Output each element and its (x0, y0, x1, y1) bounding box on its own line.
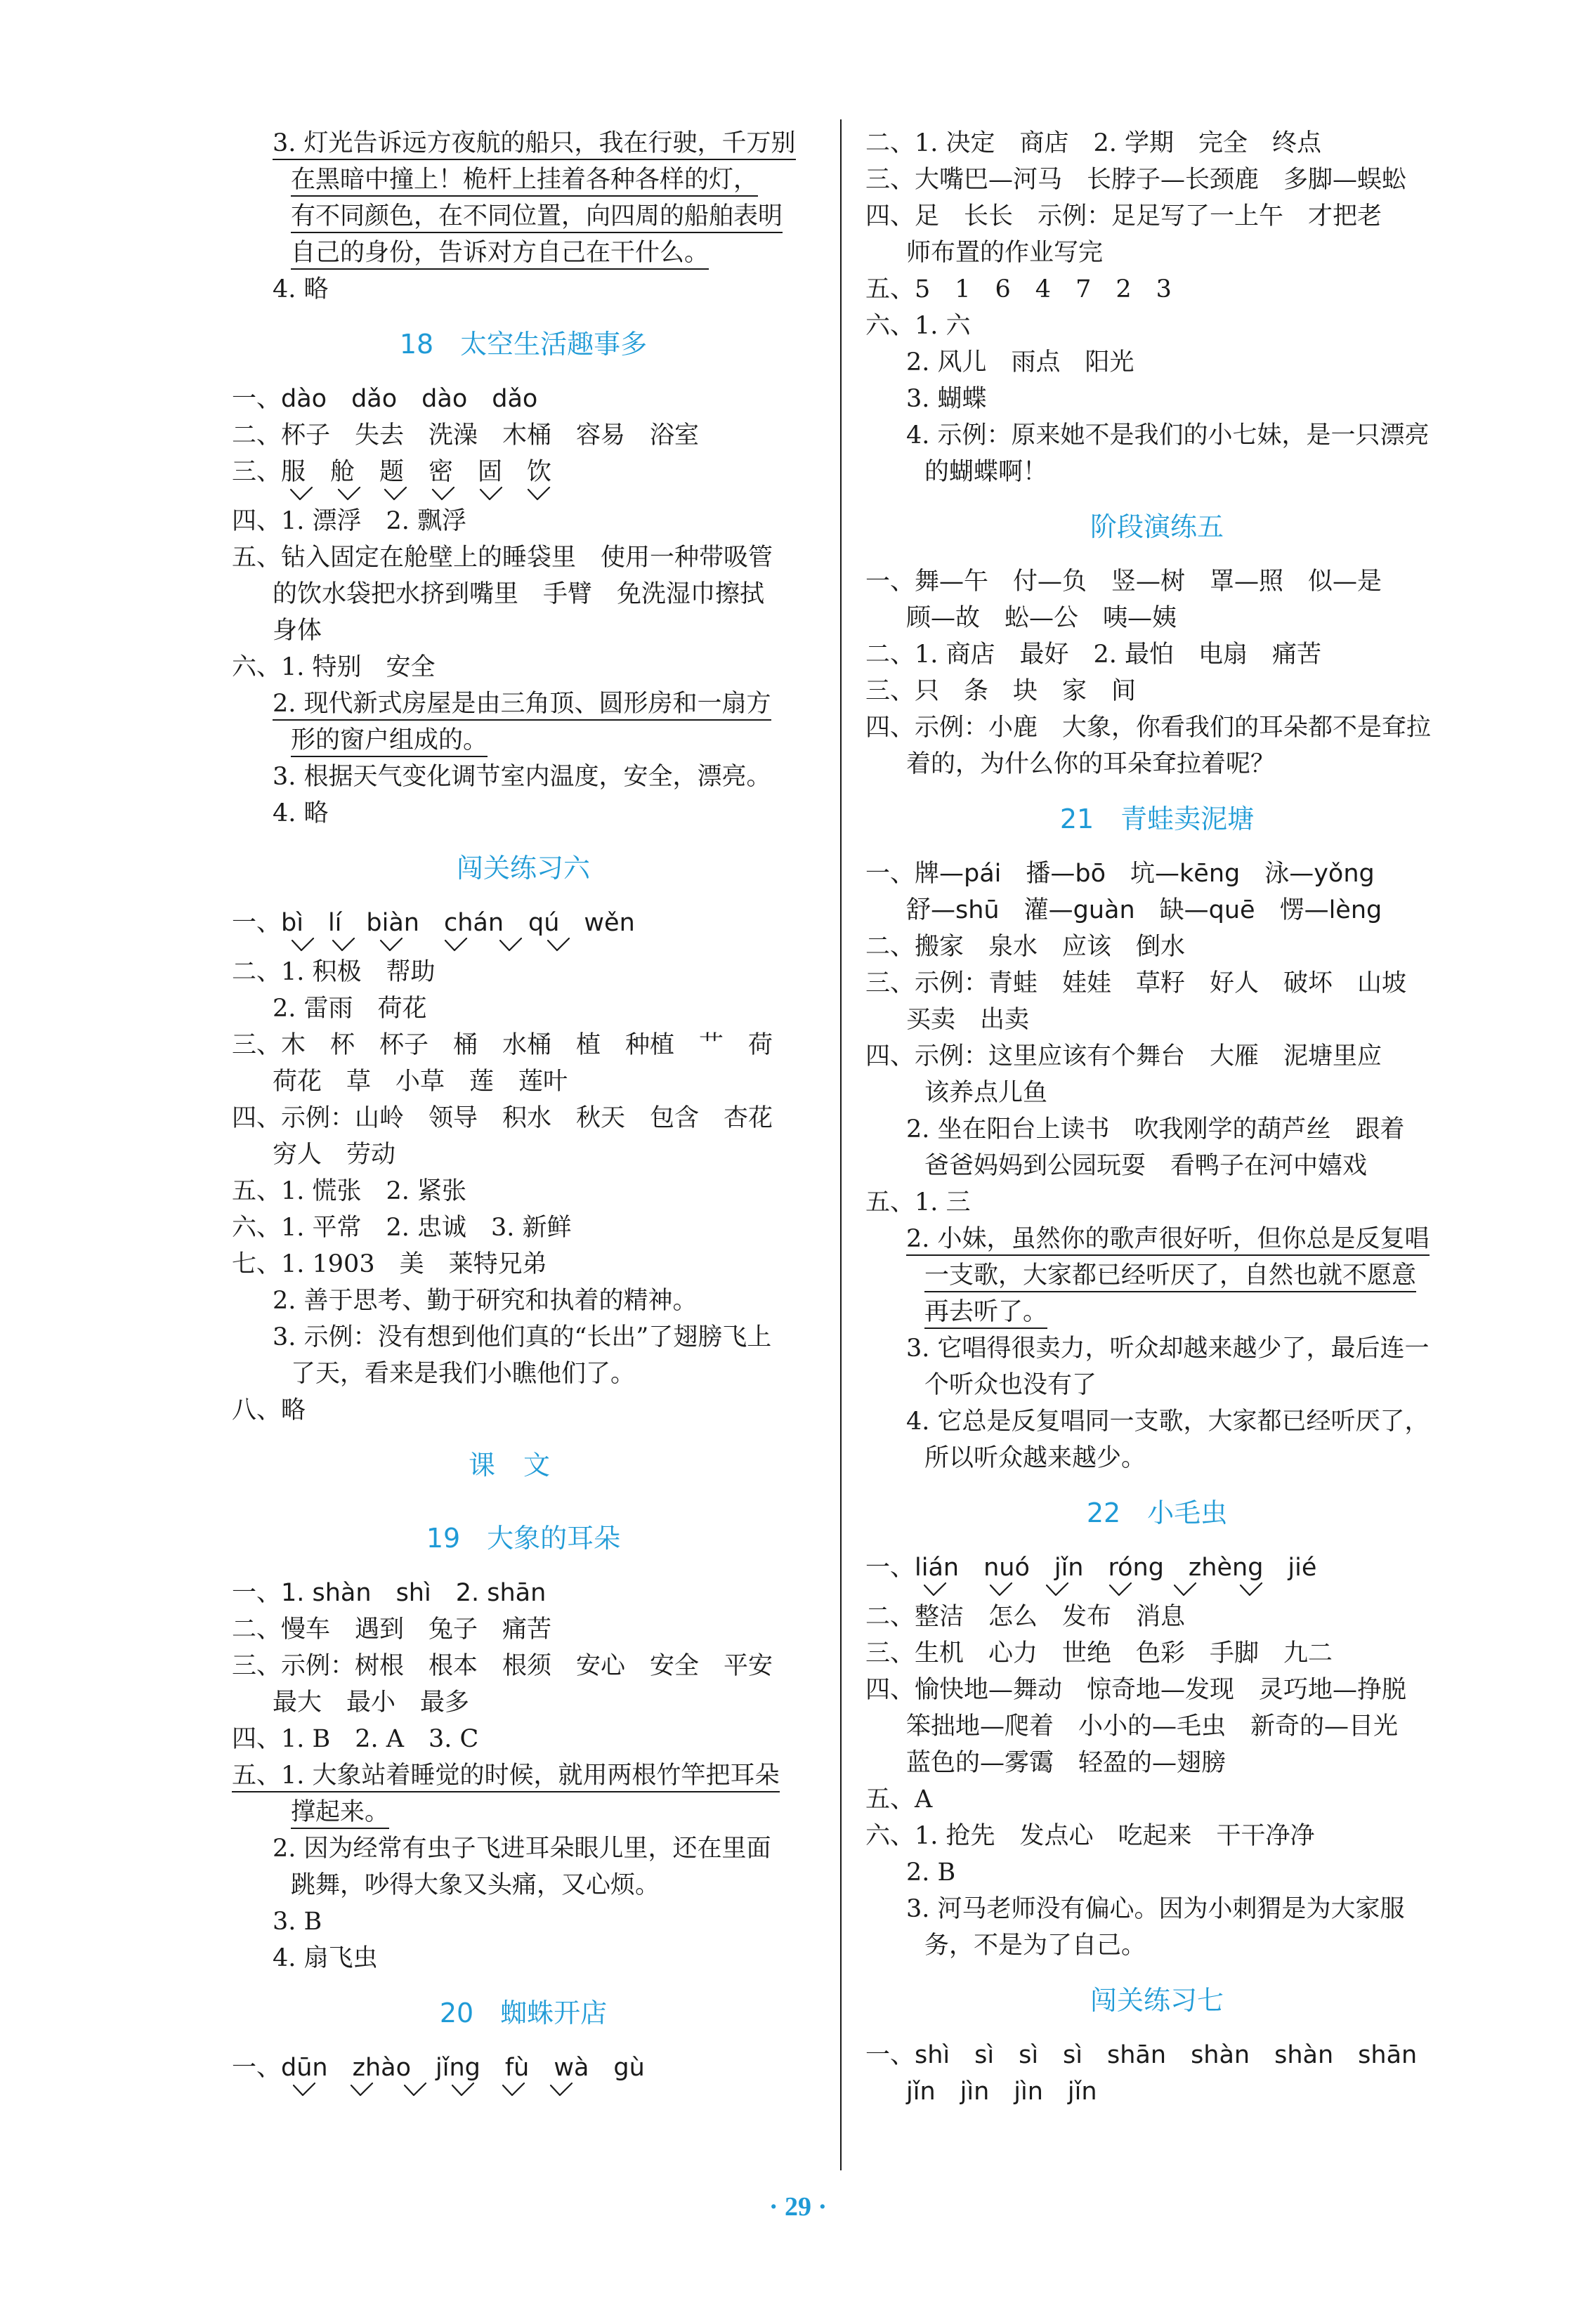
answer-line (865, 198, 1448, 235)
checkmark-icon (479, 486, 503, 501)
answer-line (865, 454, 1448, 490)
answer-line (232, 1830, 815, 1867)
answer-text: 三、示例：青蛙 娃娃 草籽 好人 破坏 山坡 (865, 969, 1407, 997)
answer-line (865, 344, 1448, 381)
answer-text: 五、1. 大象站着睡觉的时候，就用两根竹竿把耳朵 (232, 1762, 780, 1792)
left-column (232, 125, 815, 2099)
answer-text: 三、只 条 块 家 间 (865, 677, 1137, 705)
answer-line (232, 1684, 815, 1721)
answer-text: 六、1. 平常 2. 忠诚 3. 新鲜 (232, 1214, 572, 1242)
answer-text: 二、1. 商店 最好 2. 最怕 电扇 痛苦 (865, 641, 1322, 669)
answer-line (865, 308, 1448, 344)
answer-text: 五、A (865, 1785, 933, 1814)
answer-line (232, 1648, 815, 1684)
answer-text: 有不同颜色，在不同位置，向四周的船舶表明 (291, 202, 783, 233)
answer-text: 舒—shū 灌—guàn 缺—quē 愣—lèng (906, 896, 1382, 924)
answer-text: 3. 它唱得很卖力，听众却越来越少了，最后连一 (906, 1335, 1430, 1363)
answer-line (232, 649, 815, 686)
checkmark-icon (1108, 1582, 1132, 1597)
answer-text: 个听众也没有了 (924, 1371, 1097, 1399)
answer-text: 三、木 杯 杯子 桶 水桶 植 种植 艹 荷 (232, 1031, 773, 1059)
answer-line (232, 1940, 815, 1976)
answer-text: 一、dào dǎo dào dǎo (232, 385, 538, 413)
answer-line (232, 1757, 815, 1794)
answer-text: 3. 河马老师没有偏心。因为小刺猬是为大家服 (906, 1895, 1405, 1923)
answer-line (865, 1781, 1448, 1818)
section-heading (865, 1964, 1448, 2037)
right-column (865, 125, 1448, 2110)
answer-text: 2. 小妹，虽然你的歌声很好听，但你总是反复唱 (906, 1225, 1430, 1256)
answer-text: 3. 示例：没有想到他们真的“长出”了翅膀飞上 (273, 1323, 772, 1351)
answer-line (232, 503, 815, 539)
answer-line (232, 2050, 815, 2086)
answer-line (232, 759, 815, 795)
section-heading-text: 闯关练习六 (456, 853, 590, 884)
answer-line (232, 417, 815, 454)
answer-text: 所以听众越来越少。 (924, 1444, 1146, 1472)
answer-text: 最大 最小 最多 (273, 1689, 470, 1717)
checkmark-icon (451, 2082, 475, 2097)
answer-text: 务，不是为了自己。 (924, 1932, 1146, 1960)
checkmark-icon (502, 2082, 525, 2097)
answer-text: 六、1. 特别 安全 (232, 653, 436, 681)
answer-line (865, 1745, 1448, 1781)
answer-line (232, 381, 815, 417)
checkmark-icon (289, 486, 313, 501)
answer-text: 一、bì lí biàn chán qú wěn (232, 909, 635, 937)
answer-line (232, 576, 815, 612)
answer-line (232, 1392, 815, 1429)
answer-line (232, 1319, 815, 1356)
answer-line (232, 454, 815, 490)
section-heading (232, 308, 815, 381)
answer-line (232, 1136, 815, 1173)
answer-line (865, 1854, 1448, 1891)
answer-line (865, 1599, 1448, 1635)
answer-text: 二、1. 决定 商店 2. 学期 完全 终点 (865, 129, 1322, 157)
answer-line (865, 1330, 1448, 1367)
answer-text: 蓝色的—雾霭 轻盈的—翅膀 (906, 1749, 1227, 1777)
answer-line (232, 1721, 815, 1757)
answer-text: 四、示例：小鹿 大象，你看我们的耳朵都不是耷拉 (865, 714, 1432, 742)
answer-text: jǐn jìn jìn jǐn (906, 2078, 1097, 2106)
answer-text: 一、1. shàn shì 2. shān (232, 1579, 547, 1607)
answer-text: 跳舞，吵得大象又头痛，又心烦。 (291, 1871, 660, 1899)
answer-line (865, 1002, 1448, 1038)
answer-text: 二、杯子 失去 洗澡 木桶 容易 浴室 (232, 421, 700, 450)
answer-line (865, 381, 1448, 417)
answer-line (865, 1148, 1448, 1184)
answer-text: 2. 因为经常有虫子飞进耳朵眼儿里，还在里面 (273, 1835, 771, 1863)
answer-line (232, 162, 815, 198)
page-number: · 29 · (768, 2192, 828, 2222)
answer-text: 二、整洁 怎么 发布 消息 (865, 1603, 1186, 1631)
answer-text: 的饮水袋把水挤到嘴里 手臂 免洗湿巾擦拭 (273, 580, 765, 608)
answer-line (232, 722, 815, 759)
answer-text: 六、1. 六 (865, 312, 971, 340)
answer-line (865, 600, 1448, 636)
section-heading (232, 1429, 815, 1502)
answer-line (232, 1100, 815, 1136)
answer-text: 2. 坐在阳台上读书 吹我刚学的葫芦丝 跟着 (906, 1115, 1405, 1143)
answer-line (865, 1891, 1448, 1927)
answer-line (232, 1867, 815, 1903)
answer-text: 二、1. 积极 帮助 (232, 958, 436, 986)
answer-line (865, 1549, 1448, 1586)
answer-line (865, 1221, 1448, 1257)
section-heading-text: 22 小毛虫 (1086, 1497, 1228, 1528)
answer-text: 四、1. 漂浮 2. 飘浮 (232, 507, 467, 535)
answer-line (865, 709, 1448, 746)
answer-line (232, 905, 815, 941)
checkmark-icon (923, 1582, 947, 1597)
answer-line (232, 539, 815, 576)
answer-text: 再去听了。 (924, 1298, 1047, 1329)
answer-line (865, 892, 1448, 929)
answer-text: 身体 (273, 617, 322, 645)
answer-line (865, 2073, 1448, 2110)
answer-line (865, 746, 1448, 782)
section-heading (232, 832, 815, 905)
answer-text: 3. 根据天气变化调节室内温度，安全，漂亮。 (273, 763, 771, 791)
checkmark-icon (549, 2082, 573, 2097)
section-heading (232, 1976, 815, 2050)
checkmark-icon (384, 486, 407, 501)
answer-line (865, 1075, 1448, 1111)
answer-line (865, 1635, 1448, 1672)
answer-text: 五、5 1 6 4 7 2 3 (865, 275, 1172, 303)
answer-text: 4. 示例：原来她不是我们的小七妹，是一只漂亮 (906, 421, 1430, 450)
answer-line (865, 235, 1448, 271)
answer-line (865, 1927, 1448, 1964)
answer-text: 五、1. 慌张 2. 紧张 (232, 1177, 467, 1205)
answer-text: 的蝴蝶啊！ (924, 458, 1048, 486)
answer-line (232, 1063, 815, 1100)
checkmark-icon (291, 937, 315, 952)
answer-line (232, 686, 815, 722)
checkmark-icon (1173, 1582, 1197, 1597)
answer-line (865, 271, 1448, 308)
answer-text: 荷花 草 小草 莲 莲叶 (273, 1068, 568, 1096)
checkmark-icon (332, 937, 355, 952)
answer-line (865, 162, 1448, 198)
section-heading (865, 1476, 1448, 1549)
answer-text: 一、舞—午 付—负 竖—树 罩—照 似—是 (865, 568, 1382, 596)
answer-text: 自己的身份，告诉对方自己在干什么。 (291, 239, 709, 270)
answer-line (232, 990, 815, 1027)
checkmark-icon (379, 937, 403, 952)
answer-line (232, 795, 815, 832)
answer-line (232, 1283, 815, 1319)
section-heading-text: 19 大象的耳朵 (426, 1523, 621, 1554)
checkmark-icon (403, 2082, 427, 2097)
checkmark-icon (292, 2082, 316, 2097)
answer-text: 三、示例：树根 根本 根须 安心 安全 平安 (232, 1652, 773, 1680)
checkmark-icon (499, 937, 523, 952)
answer-text: 顾—故 蚣—公 咦—姨 (906, 604, 1177, 632)
answer-text: 师布置的作业写完 (906, 239, 1104, 267)
checkmark-icon (989, 1582, 1013, 1597)
answer-text: 四、1. B 2. A 3. C (232, 1725, 479, 1753)
answer-line (865, 125, 1448, 162)
checkmark-icon (547, 937, 570, 952)
answer-line (232, 1173, 815, 1210)
answer-text: 笨拙地—爬着 小小的—毛虫 新奇的—目光 (906, 1712, 1399, 1740)
answer-text: 七、1. 1903 美 莱特兄弟 (232, 1250, 547, 1278)
column-divider (840, 119, 842, 2170)
answer-text: 买卖 出卖 (906, 1006, 1030, 1034)
checkmark-row (232, 2086, 815, 2099)
section-heading (865, 782, 1448, 855)
answer-line (865, 1038, 1448, 1075)
section-heading-text: 21 青蛙卖泥塘 (1059, 804, 1255, 834)
answer-text: 3. 蝴蝶 (906, 385, 987, 413)
answer-text: 该养点儿鱼 (924, 1079, 1048, 1107)
answer-text: 形的窗户组成的。 (291, 726, 488, 757)
answer-text: 4. 它总是反复唱同一支歌，大家都已经听厌了， (906, 1408, 1430, 1436)
answer-text: 五、钻入固定在舱壁上的睡袋里 使用一种带吸管 (232, 544, 773, 572)
checkmark-icon (350, 2082, 374, 2097)
checkmark-icon (527, 486, 551, 501)
section-heading-text: 20 蜘蛛开店 (439, 1998, 608, 2028)
section-heading-text: 18 太空生活趣事多 (399, 329, 648, 360)
section-heading (232, 1502, 815, 1575)
answer-text: 三、生机 心力 世绝 色彩 手脚 九二 (865, 1639, 1333, 1667)
answer-text: 八、略 (232, 1396, 306, 1424)
answer-line (232, 1210, 815, 1246)
answer-line (232, 271, 815, 308)
answer-line (865, 1440, 1448, 1476)
answer-line (865, 1708, 1448, 1745)
answer-line (865, 929, 1448, 965)
checkmark-row (232, 941, 815, 954)
answer-text: 3. B (273, 1908, 322, 1936)
answer-line (865, 1403, 1448, 1440)
answer-text: 4. 略 (273, 275, 329, 303)
section-heading (865, 490, 1448, 563)
answer-line (865, 1111, 1448, 1148)
answer-text: 一支歌，大家都已经听厌了，自然也就不愿意 (924, 1261, 1416, 1292)
answer-text: 2. 现代新式房屋是由三角顶、圆形房和一扇方 (273, 690, 771, 721)
answer-text: 2. 雷雨 荷花 (273, 995, 427, 1023)
answer-line (865, 1367, 1448, 1403)
answer-text: 四、示例：山岭 领导 积水 秋天 包含 杏花 (232, 1104, 773, 1132)
answer-line (232, 1575, 815, 1611)
section-heading-text: 课文 (468, 1450, 578, 1481)
answer-text: 2. 善于思考、勤于研究和执着的精神。 (273, 1287, 698, 1315)
answer-line (865, 1818, 1448, 1854)
answer-line (865, 1294, 1448, 1330)
answer-line (232, 125, 815, 162)
answer-text: 撑起来。 (291, 1798, 389, 1829)
answer-text: 六、1. 抢先 发点心 吃起来 干干净净 (865, 1822, 1315, 1850)
answer-line (232, 1611, 815, 1648)
checkmark-icon (1239, 1582, 1263, 1597)
answer-text: 三、大嘴巴—河马 长脖子—长颈鹿 多脚—蜈蚣 (865, 166, 1407, 194)
answer-line (232, 954, 815, 990)
answer-line (232, 198, 815, 235)
checkmark-icon (444, 937, 468, 952)
answer-line (232, 1246, 815, 1283)
answer-text: 4. 扇飞虫 (273, 1944, 378, 1972)
answer-line (865, 636, 1448, 673)
answer-line (865, 965, 1448, 1002)
answer-text: 五、1. 三 (865, 1188, 971, 1217)
answer-text: 2. 风儿 雨点 阳光 (906, 348, 1134, 376)
answer-line (232, 1903, 815, 1940)
answer-text: 2. B (906, 1858, 956, 1887)
answer-text: 四、足 长长 示例：足足写了一上午 才把老 (865, 202, 1382, 230)
answer-text: 四、愉快地—舞动 惊奇地—发现 灵巧地—挣脱 (865, 1676, 1407, 1704)
answer-line (232, 612, 815, 649)
section-heading-text: 阶段演练五 (1090, 511, 1224, 542)
checkmark-icon (431, 486, 455, 501)
checkmark-icon (1045, 1582, 1069, 1597)
answer-text: 穷人 劳动 (273, 1141, 396, 1169)
answer-text: 二、搬家 泉水 应该 倒水 (865, 933, 1186, 961)
answer-line (865, 1184, 1448, 1221)
answer-text: 了天，看来是我们小瞧他们了。 (291, 1360, 636, 1388)
answer-line (232, 1356, 815, 1392)
answer-text: 3. 灯光告诉远方夜航的船只，我在行驶，千万别 (273, 129, 796, 160)
answer-line (232, 235, 815, 271)
answer-text: 四、示例：这里应该有个舞台 大雁 泥塘里应 (865, 1042, 1382, 1070)
answer-text: 一、shì sì sì sì shān shàn shàn shān (865, 2041, 1418, 2069)
answer-line (865, 855, 1448, 892)
answer-text: 一、dūn zhào jǐng fù wà gù (232, 2054, 645, 2082)
answer-text: 三、服 舱 题 密 固 饮 (232, 458, 552, 486)
answer-line (865, 1257, 1448, 1294)
checkmark-row (232, 490, 815, 503)
answer-text: 一、lián nuó jǐn róng zhèng jié (865, 1554, 1317, 1582)
answer-text: 着的，为什么你的耳朵耷拉着呢？ (906, 750, 1276, 778)
answer-line (865, 417, 1448, 454)
section-heading-text: 闯关练习七 (1090, 1985, 1224, 2016)
answer-text: 一、牌—pái 播—bō 坑—kēng 泳—yǒng (865, 860, 1375, 888)
answer-line (232, 1027, 815, 1063)
answer-text: 4. 略 (273, 799, 329, 827)
answer-line (865, 563, 1448, 600)
answer-text: 二、慢车 遇到 兔子 痛苦 (232, 1615, 552, 1644)
answer-text: 在黑暗中撞上！桅杆上挂着各种各样的灯， (291, 166, 758, 197)
answer-line (865, 673, 1448, 709)
answer-text: 爸爸妈妈到公园玩耍 看鸭子在河中嬉戏 (924, 1152, 1368, 1180)
checkmark-row (865, 1586, 1448, 1599)
answer-line (232, 1794, 815, 1830)
checkmark-icon (337, 486, 361, 501)
answer-line (865, 1672, 1448, 1708)
answer-line (865, 2037, 1448, 2073)
